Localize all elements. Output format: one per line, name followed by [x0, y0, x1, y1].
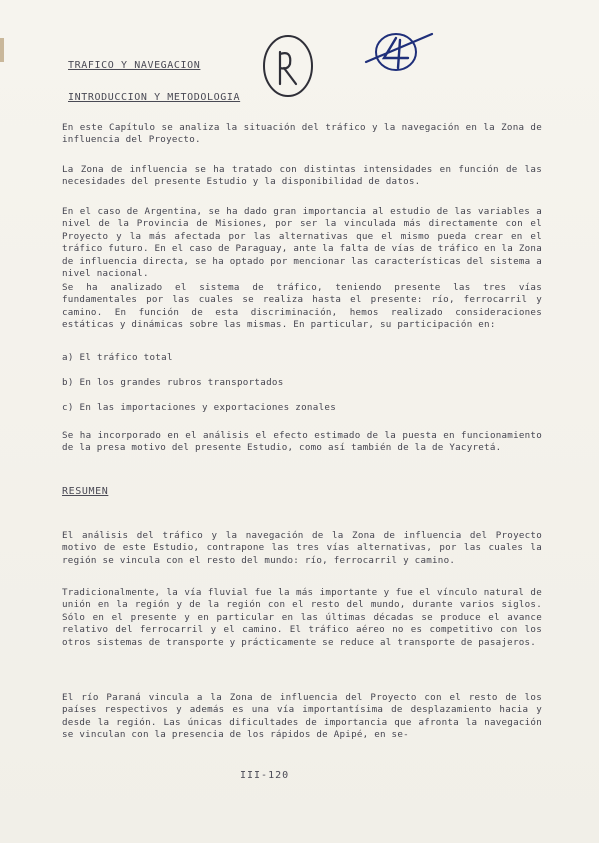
- section-heading-introduccion: INTRODUCCION Y METODOLOGIA: [68, 92, 241, 103]
- intro-paragraph-4: Se ha analizado el sistema de tráfico, teniendo presente las tres vías fundamentales por las cuales se realiza hasta el presente: río, ferrocarril y camino. En función de esta discriminación, hemos realizado consideraciones estáticas y dinámicas sobre las mismas. En particular, su participación en:: [62, 282, 542, 331]
- list-item: c) En las importaciones y exportaciones zonales: [62, 402, 337, 413]
- handwritten-initials-mark: [258, 32, 318, 100]
- intro-paragraph-5: Se ha incorporado en el análisis el efecto estimado de la puesta en funcionamiento de la presa motivo del presente Estudio, como así también de la de Yacyretá.: [62, 430, 542, 454]
- chapter-title: TRAFICO Y NAVEGACION: [68, 60, 201, 71]
- list-item: a) El tráfico total: [62, 352, 173, 363]
- resumen-paragraph-2: Tradicionalmente, la vía fluvial fue la más importante y fue el vínculo natural de unión en la región y de la región con el resto del mundo, durante varios siglos. Sólo en el presente y en particular en las últimas décadas se produce el avance relativo del ferrocarril y el camino. El tráfico aéreo no es competitivo con los otros sistemas de transporte y prácticamente se reduce al transporte de pasajeros.: [62, 587, 542, 648]
- paper-tab-mark: [0, 38, 4, 62]
- intro-paragraph-3: En el caso de Argentina, se ha dado gran importancia al estudio de las variables a nivel de la Provincia de Misiones, por ser la vinculada más directamente con el Proyecto y la más afectada por las alternativas que el mismo pueda crear en el tráfico futuro. En el caso de Paraguay, ante la falta de vías de tráfico en la Zona de influencia directa, se ha optado por mencionar las características del sistema a nivel nacional.: [62, 206, 542, 280]
- resumen-paragraph-3: El río Paraná vincula a la Zona de influencia del Proyecto con el resto de los países respectivos y además es una vía importantísima de desplazamiento hacia y desde la región. Las únicas dificultades de importancia que afronta la navegación se vinculan con la presencia de los rápidos de Apipé, en se-: [62, 692, 542, 741]
- intro-paragraph-1: En este Capítulo se analiza la situación del tráfico y la navegación en la Zona de influencia del Proyecto.: [62, 122, 542, 146]
- section-heading-resumen: RESUMEN: [62, 486, 109, 497]
- handwritten-number-mark: [362, 26, 434, 76]
- page-number: III-120: [240, 770, 290, 781]
- intro-paragraph-2: La Zona de influencia se ha tratado con distintas intensidades en función de las necesidades del presente Estudio y la disponibilidad de datos.: [62, 164, 542, 188]
- resumen-paragraph-1: El análisis del tráfico y la navegación de la Zona de influencia del Proyecto motivo de este Estudio, contrapone las tres vías alternativas, por las cuales la región se vincula con el resto del mundo: río, ferrocarril y camino.: [62, 530, 542, 566]
- list-item: b) En los grandes rubros transportados: [62, 377, 284, 388]
